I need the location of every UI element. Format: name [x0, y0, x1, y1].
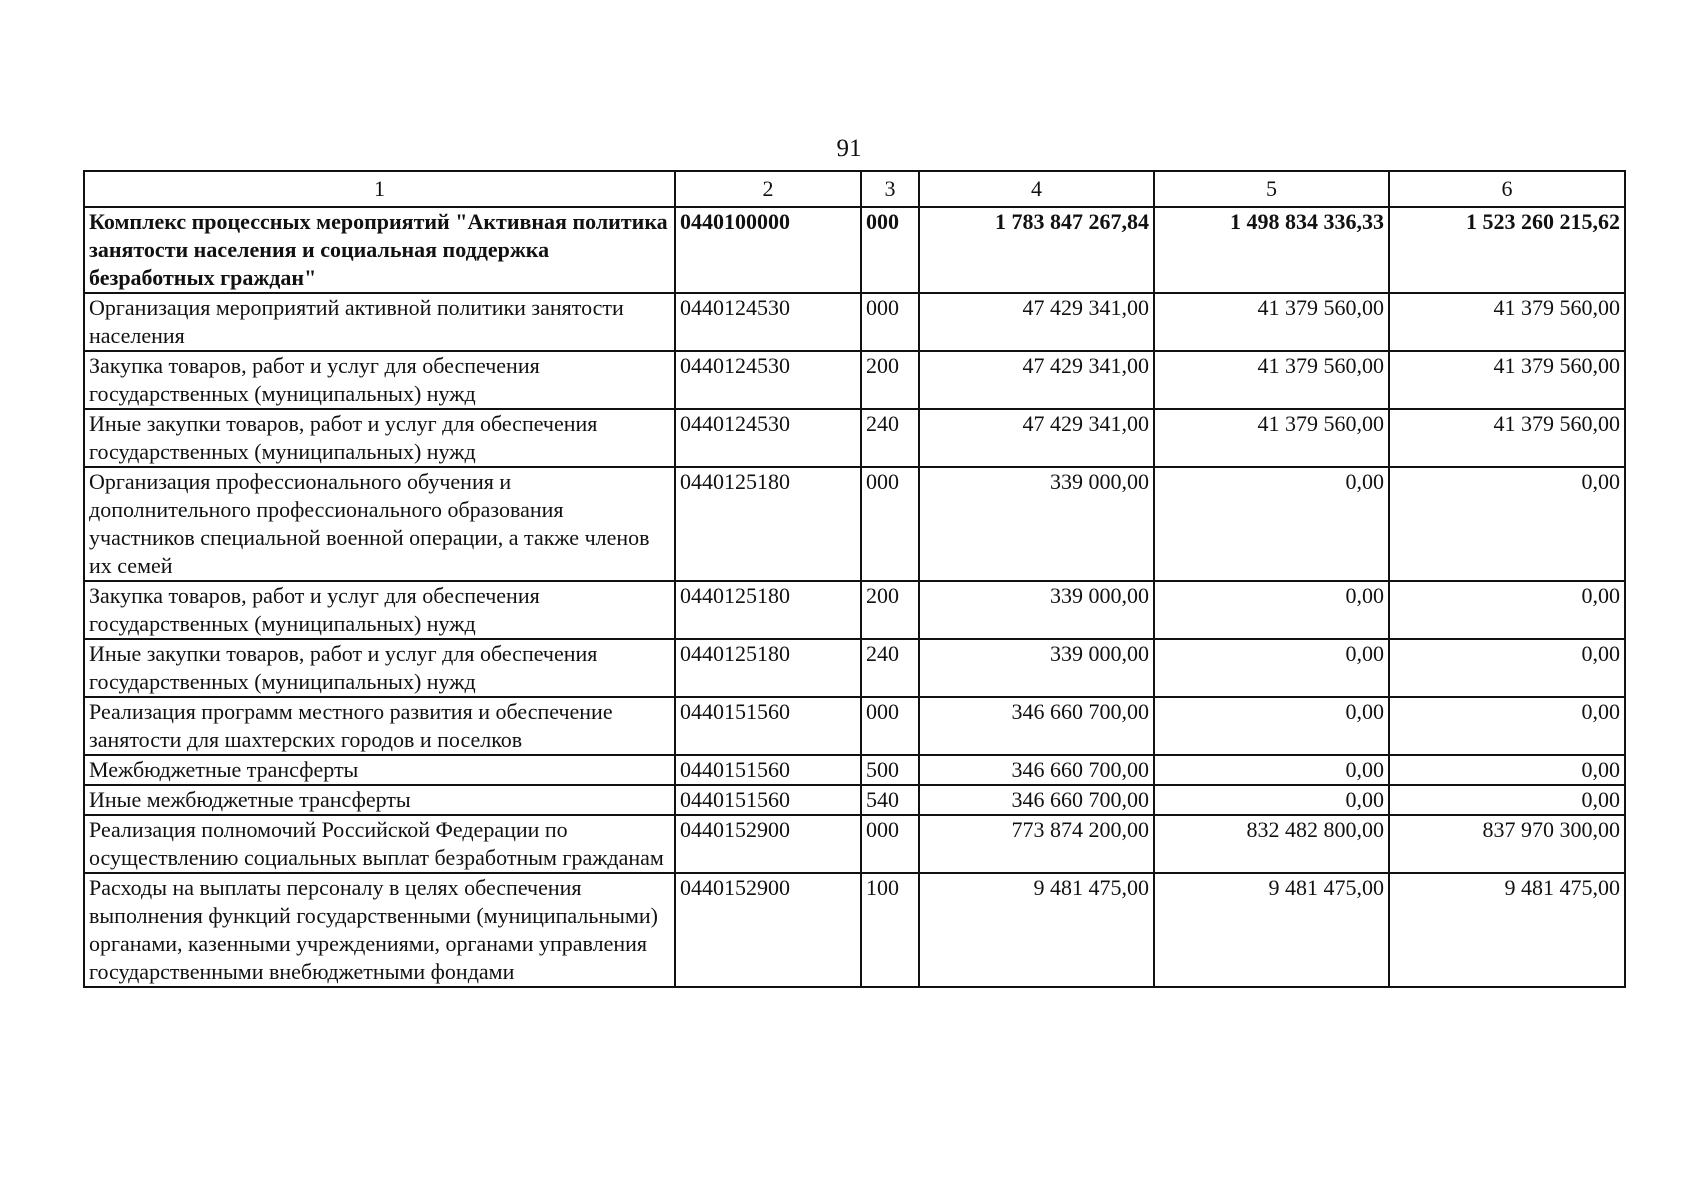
row-amount-col4: 346 660 700,00: [919, 697, 1154, 755]
row-amount-col5: 41 379 560,00: [1154, 409, 1389, 467]
row-code: 0440124530: [675, 293, 861, 351]
row-amount-col4: 47 429 341,00: [919, 409, 1154, 467]
row-expense-type: 000: [861, 697, 919, 755]
row-code: 0440124530: [675, 351, 861, 409]
row-amount-col6: 0,00: [1389, 785, 1625, 815]
table-row: [84, 873, 1625, 987]
row-expense-type: 240: [861, 409, 919, 467]
table-row: [84, 207, 1625, 293]
row-expense-type: 100: [861, 873, 919, 987]
row-code: 0440125180: [675, 581, 861, 639]
table-row: [84, 467, 1625, 581]
row-expense-type: 540: [861, 785, 919, 815]
row-amount-col5: 0,00: [1154, 581, 1389, 639]
row-amount-col6: 0,00: [1389, 639, 1625, 697]
column-header: 4: [919, 171, 1154, 207]
column-header: 6: [1389, 171, 1625, 207]
row-code: 0440125180: [675, 467, 861, 581]
row-amount-col5: 0,00: [1154, 785, 1389, 815]
row-name: Закупка товаров, работ и услуг для обеспечения государственных (муниципальных) нужд: [84, 581, 675, 639]
row-expense-type: 200: [861, 351, 919, 409]
row-expense-type: 000: [861, 293, 919, 351]
column-header: 2: [675, 171, 861, 207]
table-row: [84, 351, 1625, 409]
row-amount-col6: 837 970 300,00: [1389, 815, 1625, 873]
row-amount-col6: 41 379 560,00: [1389, 351, 1625, 409]
row-amount-col5: 1 498 834 336,33: [1154, 207, 1389, 293]
row-expense-type: 500: [861, 755, 919, 785]
row-amount-col6: 0,00: [1389, 467, 1625, 581]
row-code: 0440151560: [675, 755, 861, 785]
row-amount-col4: 346 660 700,00: [919, 755, 1154, 785]
row-expense-type: 000: [861, 815, 919, 873]
row-amount-col4: 47 429 341,00: [919, 293, 1154, 351]
row-amount-col4: 1 783 847 267,84: [919, 207, 1154, 293]
column-header: 1: [84, 171, 675, 207]
row-code: 0440152900: [675, 873, 861, 987]
table-row: [84, 409, 1625, 467]
table-row: [84, 639, 1625, 697]
row-amount-col6: 41 379 560,00: [1389, 293, 1625, 351]
row-amount-col6: 0,00: [1389, 697, 1625, 755]
row-name: Иные закупки товаров, работ и услуг для обеспечения государственных (муниципальных) нужд: [84, 409, 675, 467]
row-expense-type: 240: [861, 639, 919, 697]
row-amount-col4: 346 660 700,00: [919, 785, 1154, 815]
row-amount-col6: 1 523 260 215,62: [1389, 207, 1625, 293]
row-expense-type: 000: [861, 467, 919, 581]
table-row: [84, 581, 1625, 639]
row-amount-col5: 832 482 800,00: [1154, 815, 1389, 873]
row-amount-col6: 0,00: [1389, 755, 1625, 785]
page-number: 91: [836, 135, 862, 162]
row-amount-col4: 773 874 200,00: [919, 815, 1154, 873]
row-amount-col5: 0,00: [1154, 755, 1389, 785]
row-amount-col4: 47 429 341,00: [919, 351, 1154, 409]
table-row: [84, 785, 1625, 815]
row-amount-col4: 339 000,00: [919, 581, 1154, 639]
row-expense-type: 000: [861, 207, 919, 293]
budget-table: [83, 170, 1626, 988]
row-name: Иные межбюджетные трансферты: [84, 785, 675, 815]
column-header: 3: [861, 171, 919, 207]
row-code: 0440100000: [675, 207, 861, 293]
row-name: Реализация полномочий Российской Федерации по осуществлению социальных выплат безработным гражданам: [84, 815, 675, 873]
row-name: Межбюджетные трансферты: [84, 755, 675, 785]
table-body: [84, 207, 1625, 987]
table-row: [84, 755, 1625, 785]
row-code: 0440151560: [675, 785, 861, 815]
table-row: [84, 697, 1625, 755]
row-name: Закупка товаров, работ и услуг для обеспечения государственных (муниципальных) нужд: [84, 351, 675, 409]
row-amount-col4: 339 000,00: [919, 639, 1154, 697]
table-row: [84, 293, 1625, 351]
row-amount-col5: 0,00: [1154, 467, 1389, 581]
row-name: Реализация программ местного развития и обеспечение занятости для шахтерских городов и поселков: [84, 697, 675, 755]
row-name: Организация мероприятий активной политики занятости населения: [84, 293, 675, 351]
row-name: Организация профессионального обучения и дополнительного профессионального образования участников специальной военной операции, а также членов их семей: [84, 467, 675, 581]
column-header: 5: [1154, 171, 1389, 207]
table-header-row: [84, 171, 1625, 207]
row-amount-col4: 9 481 475,00: [919, 873, 1154, 987]
row-amount-col6: 41 379 560,00: [1389, 409, 1625, 467]
row-amount-col4: 339 000,00: [919, 467, 1154, 581]
row-code: 0440151560: [675, 697, 861, 755]
row-amount-col6: 0,00: [1389, 581, 1625, 639]
row-code: 0440152900: [675, 815, 861, 873]
table-row: [84, 815, 1625, 873]
row-amount-col5: 41 379 560,00: [1154, 293, 1389, 351]
row-name: Расходы на выплаты персоналу в целях обеспечения выполнения функций государственными (муниципальными) органами, казенными учреждениями, органами управления государственными внебюджетными фондами: [84, 873, 675, 987]
row-amount-col5: 0,00: [1154, 697, 1389, 755]
row-amount-col5: 41 379 560,00: [1154, 351, 1389, 409]
row-amount-col6: 9 481 475,00: [1389, 873, 1625, 987]
row-expense-type: 200: [861, 581, 919, 639]
row-name: Комплекс процессных мероприятий "Активная политика занятости населения и социальная поддержка безработных граждан": [84, 207, 675, 293]
row-code: 0440124530: [675, 409, 861, 467]
row-amount-col5: 0,00: [1154, 639, 1389, 697]
row-amount-col5: 9 481 475,00: [1154, 873, 1389, 987]
row-code: 0440125180: [675, 639, 861, 697]
row-name: Иные закупки товаров, работ и услуг для обеспечения государственных (муниципальных) нужд: [84, 639, 675, 697]
